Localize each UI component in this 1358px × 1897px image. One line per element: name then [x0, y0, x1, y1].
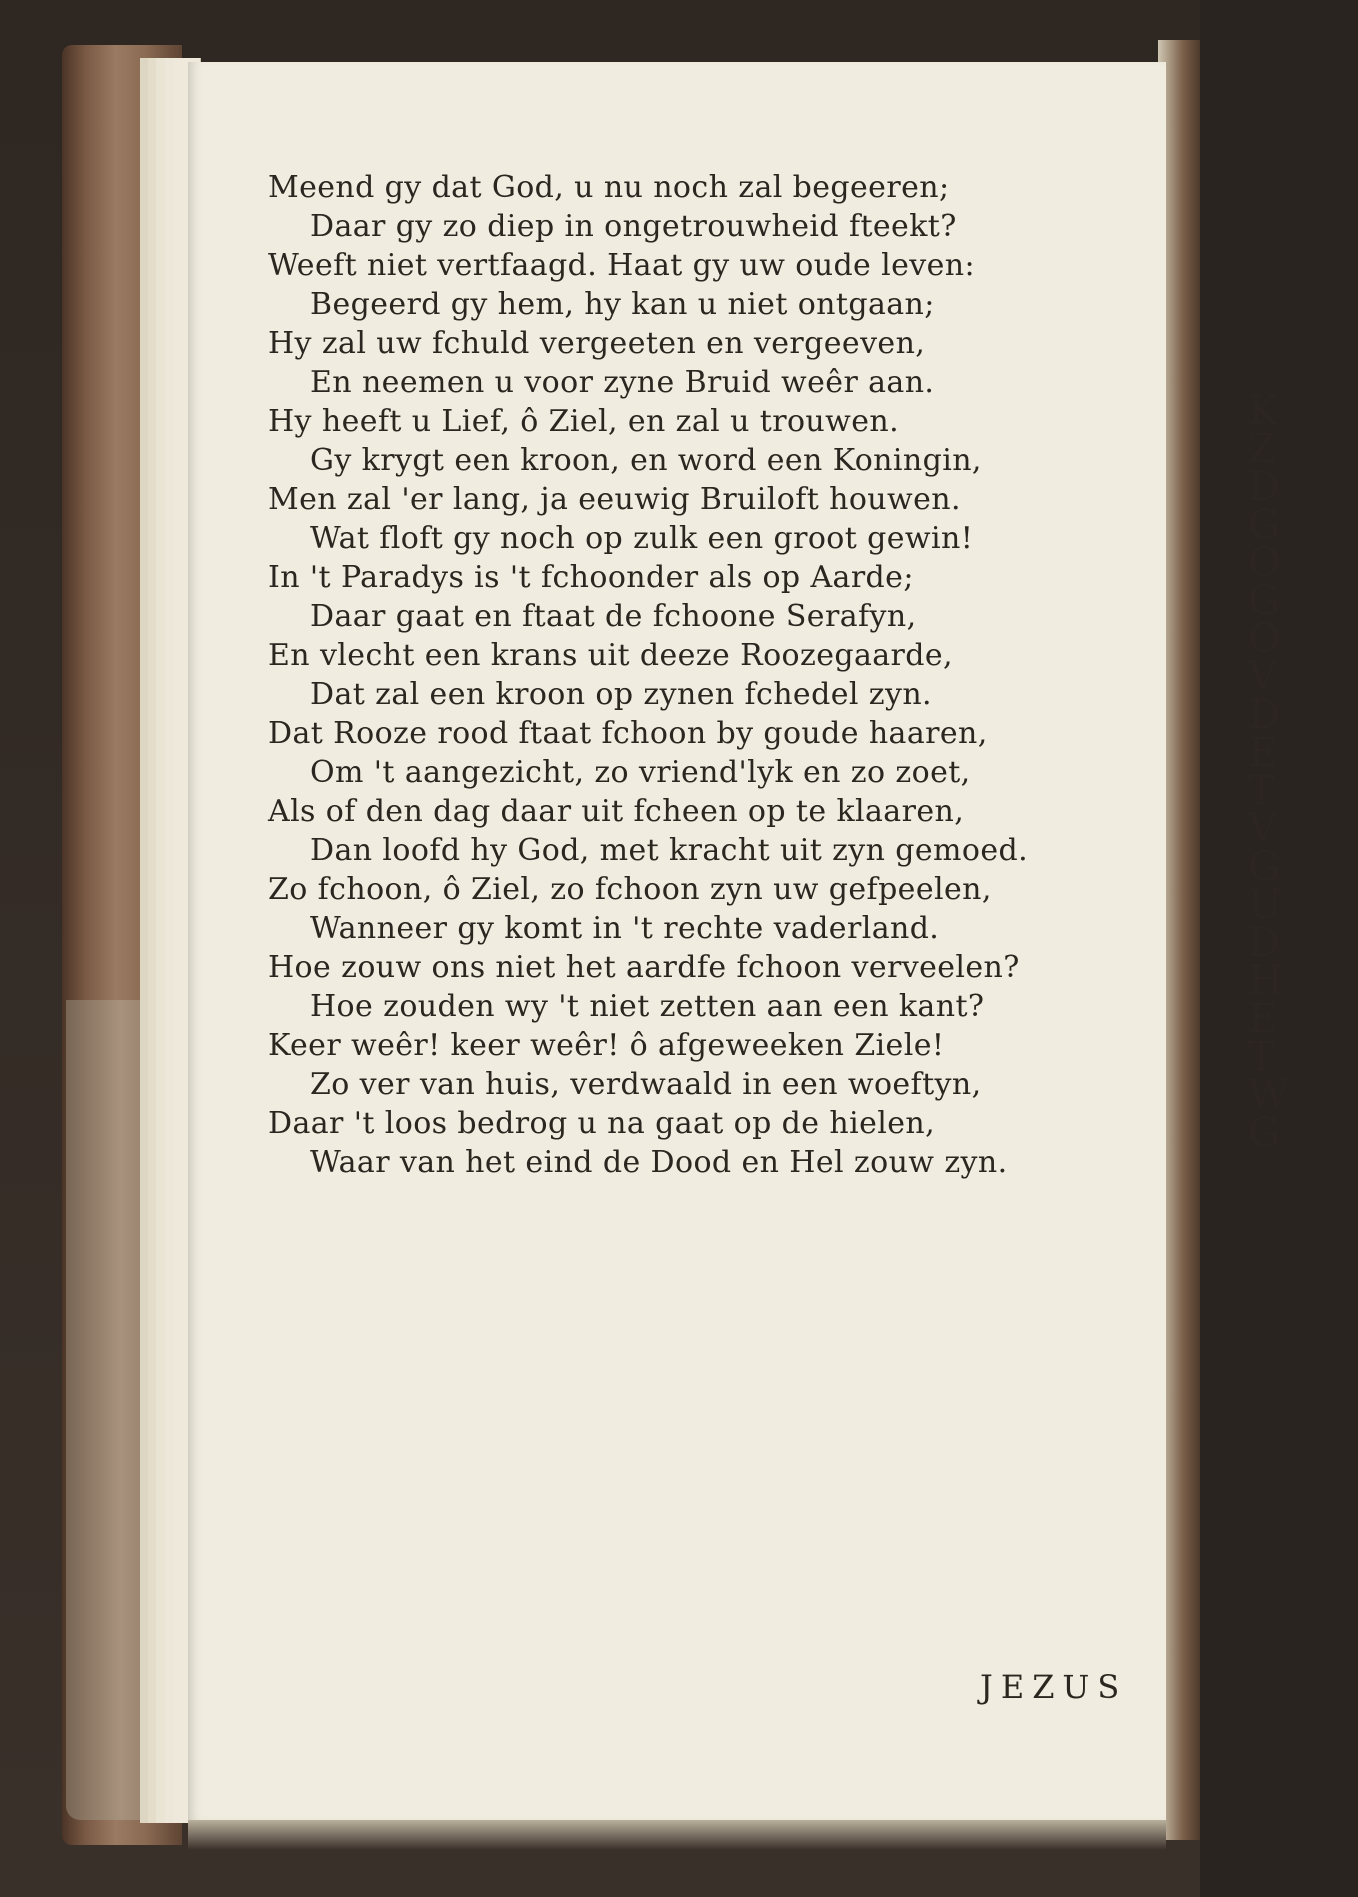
poem-line: Keer weêr! keer weêr! ô afgeweeken Ziele! [268, 1028, 945, 1063]
poem-line: Als of den dag daar uit fcheen op te klaaren, [268, 794, 965, 829]
poem-line: In 't Paradys is 't fchoonder als op Aarde; [268, 560, 914, 595]
poem-line: Zo ver van huis, verdwaald in een woeftyn, [310, 1067, 982, 1102]
poem-line: Gy krygt een kroon, en word een Koningin, [310, 443, 982, 478]
poem-line: Wanneer gy komt in 't rechte vaderland. [310, 911, 940, 946]
poem-line: Daar 't loos bedrog u na gaat op de hielen, [268, 1106, 936, 1141]
poem-line: Meend gy dat God, u nu noch zal begeeren; [268, 170, 950, 205]
poem-line: Hy zal uw fchuld vergeeten en vergeeven, [268, 326, 926, 361]
show-through-texture: K Z D G O G O V D E T V G U D H E T W G [1248, 388, 1290, 1156]
poem-line: Begeerd gy hem, hy kan u niet ontgaan; [310, 287, 935, 322]
poem-line: Dan loofd hy God, met kracht uit zyn gemoed. [310, 833, 1029, 868]
poem-line: Daar gaat en ftaat de fchoone Serafyn, [310, 599, 917, 634]
poem-line: Dat Rooze rood ftaat fchoon by goude haaren, [268, 716, 988, 751]
poem-line: Men zal 'er lang, ja eeuwig Bruiloft houwen. [268, 482, 961, 517]
poem-line: En vlecht een krans uit deeze Roozegaarde, [268, 638, 953, 673]
poem-line: Weeft niet vertfaagd. Haat gy uw oude leven: [268, 248, 976, 283]
poem-line: Hoe zouden wy 't niet zetten aan een kant? [310, 989, 985, 1024]
poem-line: Zo fchoon, ô Ziel, zo fchoon zyn uw gefpeelen, [268, 872, 992, 907]
poem-line: Om 't aangezicht, zo vriend'lyk en zo zoet, [310, 755, 971, 790]
poem-line: Hoe zouw ons niet het aardfe fchoon verveelen? [268, 950, 1020, 985]
page-bottom-shadow [188, 1820, 1166, 1850]
poem-line: Waar van het eind de Dood en Hel zouw zyn. [310, 1145, 1008, 1180]
poem-line: En neemen u voor zyne Bruid weêr aan. [310, 365, 935, 400]
poem-line: Wat floft gy noch op zulk een groot gewin! [310, 521, 974, 556]
poem-line: Dat zal een kroon op zynen fchedel zyn. [310, 677, 932, 712]
poem-line: Hy heeft u Lief, ô Ziel, en zal u trouwen. [268, 404, 900, 439]
catchword: JEZUS [980, 1668, 1128, 1706]
poem-text [268, 168, 1148, 1182]
poem-line: Daar gy zo diep in ongetrouwheid fteekt? [310, 209, 957, 244]
